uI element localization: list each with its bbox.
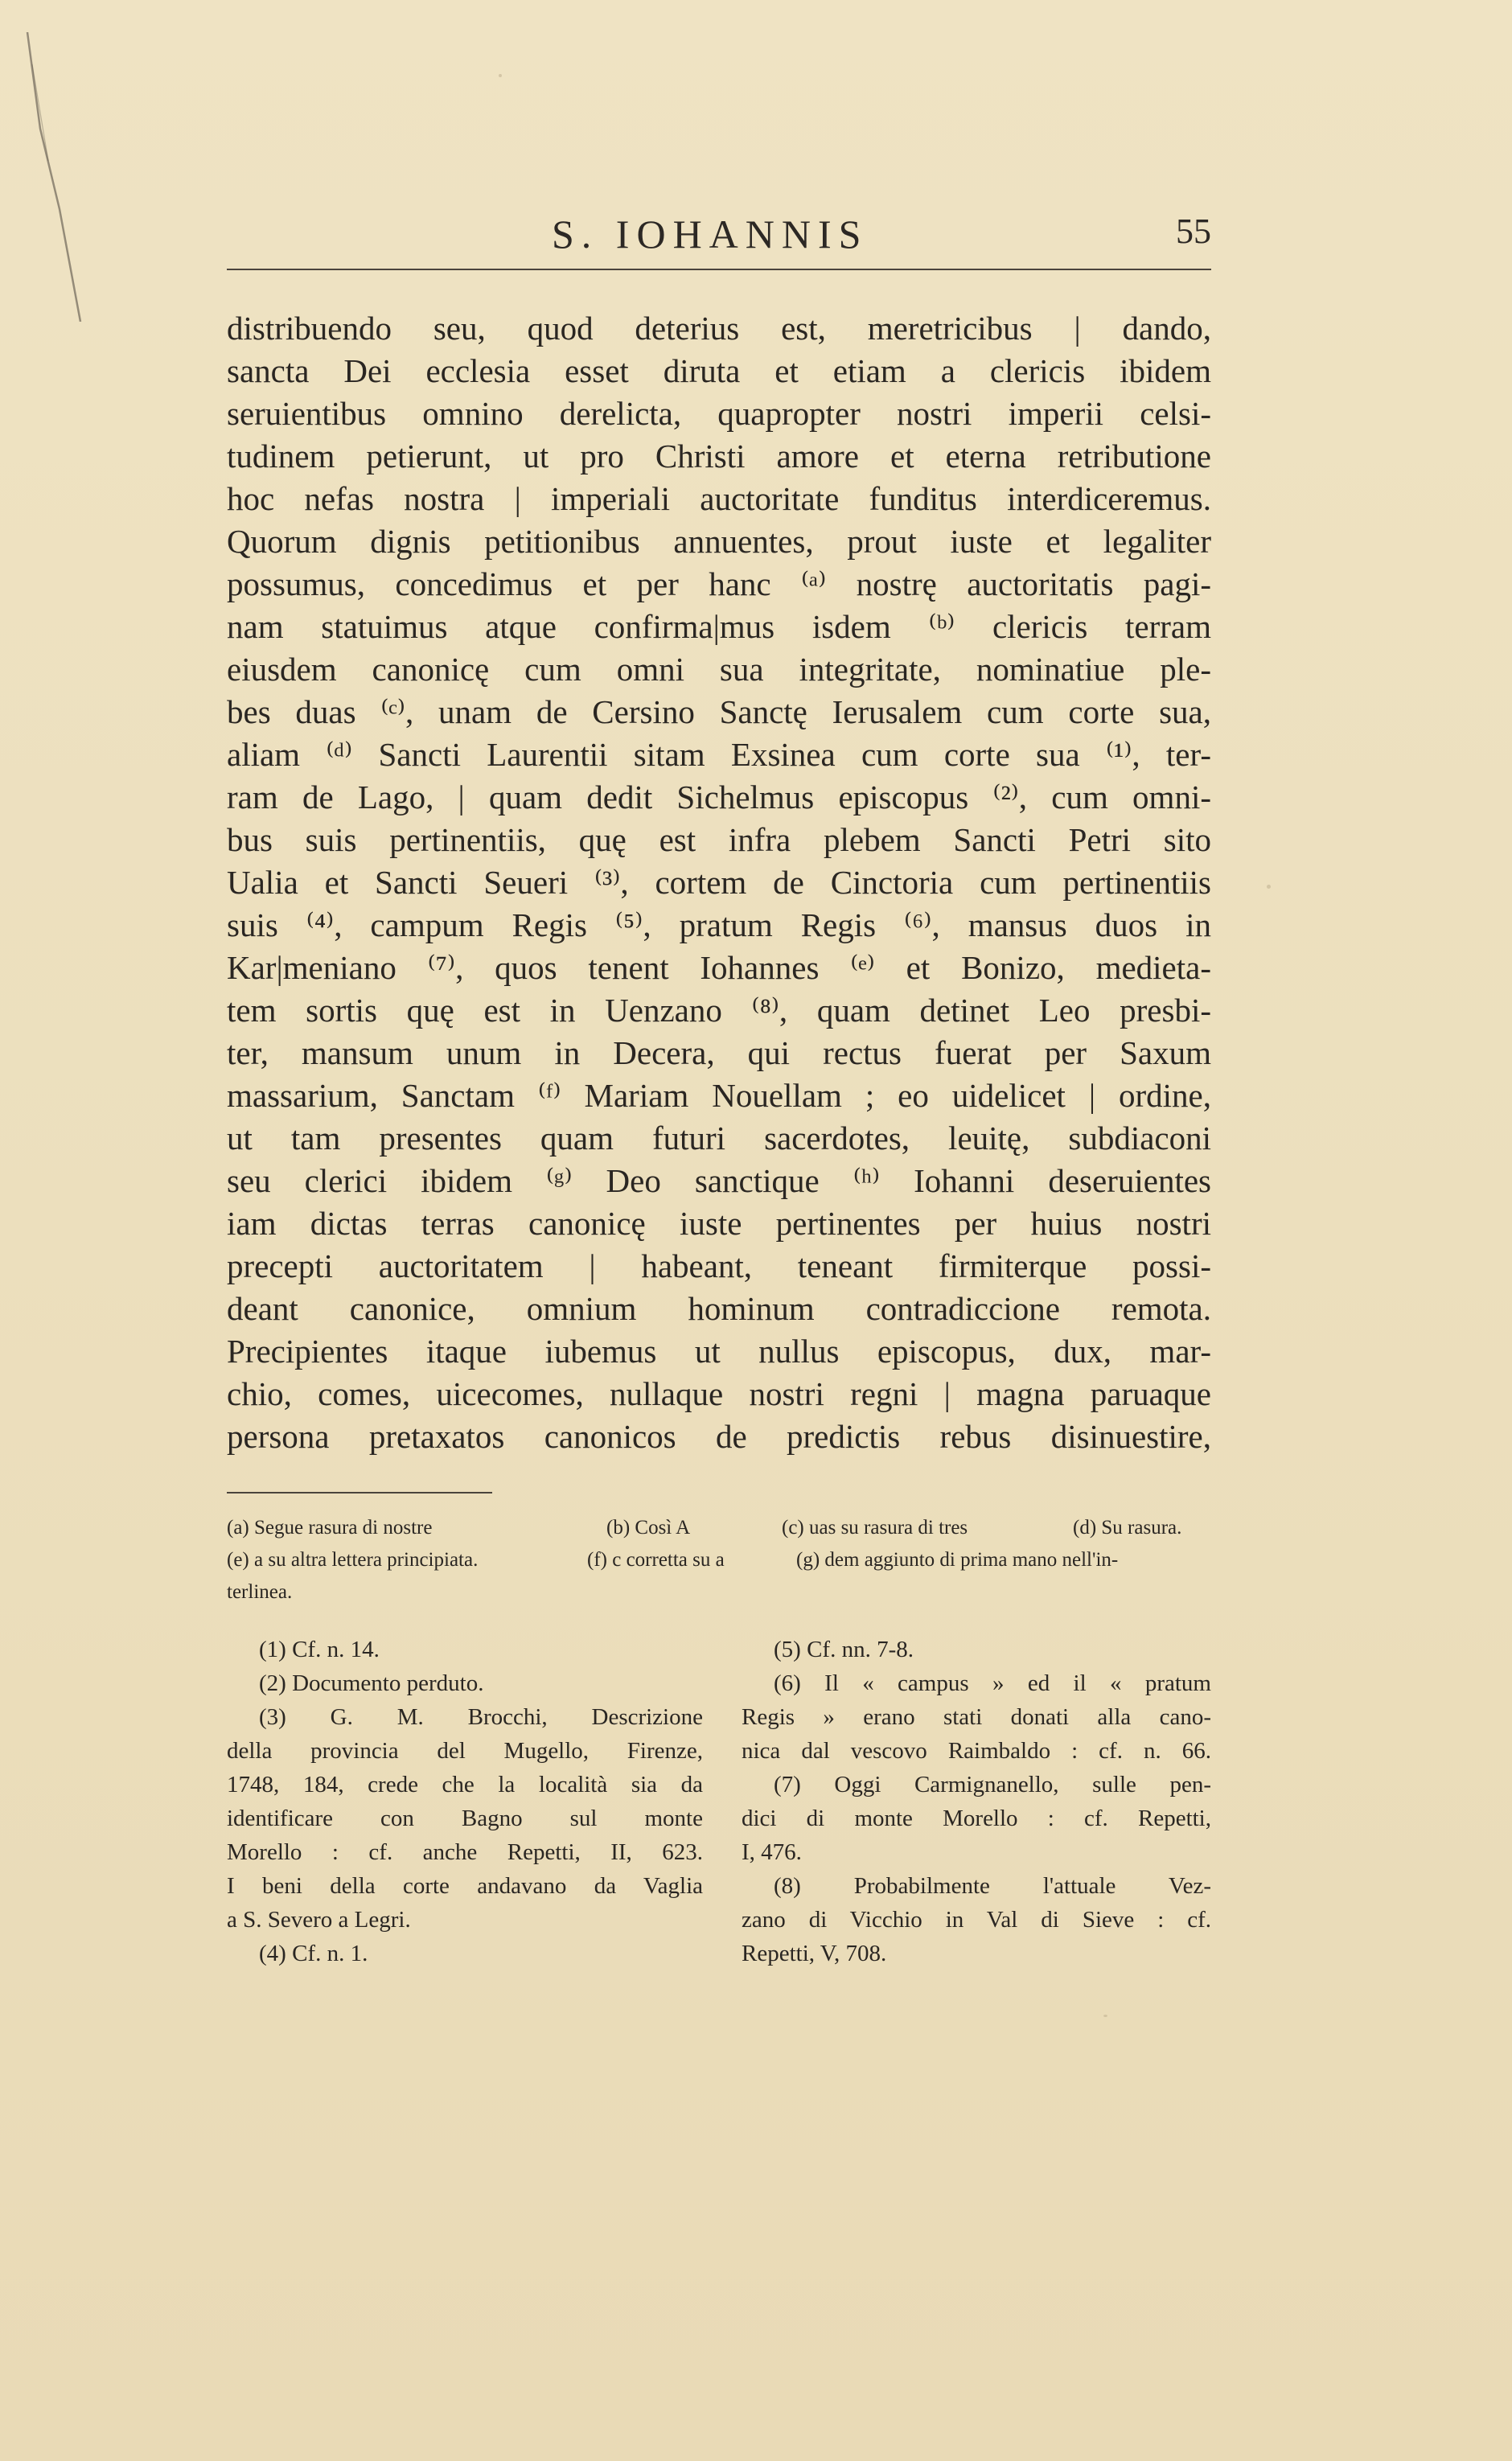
note-line: zano di Vicchio in Val di Sieve : cf. <box>742 1907 1211 1933</box>
text-line: Precipientes itaque iubemus ut nullus episcopus, dux, mar- <box>227 1333 1211 1370</box>
text-line: nam statuimus atque confirma|mus isdem ⁽ᵇ⁾ clericis terram <box>227 608 1211 645</box>
note-line: 1748, 184, crede che la località sia da <box>227 1772 703 1797</box>
note-line: (1) Cf. n. 14. <box>259 1637 380 1662</box>
text-line: eiusdem canonicę cum omni sua integritate, nominatiue ple- <box>227 651 1211 688</box>
apparatus-note-e: (e) a su altra lettera principiata. <box>227 1549 479 1571</box>
text-line: deant canonice, omnium hominum contradiccione remota. <box>227 1290 1211 1327</box>
note-line: (5) Cf. nn. 7-8. <box>774 1637 914 1662</box>
text-line: bes duas ⁽ᶜ⁾, unam de Cersino Sanctę Ierusalem cum corte sua, <box>227 693 1211 730</box>
text-line: distribuendo seu, quod deterius est, meretricibus | dando, <box>227 310 1211 347</box>
text-line: ram de Lago, | quam dedit Sichelmus episcopus ⁽²⁾, cum omni- <box>227 779 1211 816</box>
header-rule <box>227 269 1211 270</box>
text-line: suis ⁽⁴⁾, campum Regis ⁽⁵⁾, pratum Regis ⁽⁶⁾, mansus duos in <box>227 906 1211 943</box>
text-line: tem sortis quę est in Uenzano ⁽⁸⁾, quam detinet Leo presbi- <box>227 992 1211 1029</box>
text-line: sancta Dei ecclesia esset diruta et etiam a clericis ibidem <box>227 352 1211 389</box>
page-header <box>227 211 1211 267</box>
text-line: seu clerici ibidem ⁽ᵍ⁾ Deo sanctique ⁽ʰ⁾ Iohanni deseruientes <box>227 1162 1211 1199</box>
critical-apparatus <box>227 1512 1211 1608</box>
text-line: seruientibus omnino derelicta, quapropter nostri imperii celsi- <box>227 395 1211 432</box>
apparatus-row <box>227 1512 1211 1544</box>
apparatus-note-c: (c) uas su rasura di tres <box>782 1517 968 1539</box>
text-line: bus suis pertinentiis, quę est infra plebem Sancti Petri sito <box>227 821 1211 858</box>
text-line: hoc nefas nostra | imperiali auctoritate funditus interdiceremus. <box>227 480 1211 517</box>
apparatus-note-g-continued: terlinea. <box>227 1581 293 1603</box>
note-line: I beni della corte andavano da Vaglia <box>227 1873 703 1899</box>
text-line: ter, mansum unum in Decera, qui rectus fuerat per Saxum <box>227 1034 1211 1071</box>
note-line: (7) Oggi Carmignanello, sulle pen- <box>774 1772 1211 1797</box>
historical-notes-left <box>227 1633 703 1970</box>
text-line: aliam ⁽ᵈ⁾ Sancti Laurentii sitam Exsinea cum corte sua ⁽¹⁾, ter- <box>227 736 1211 773</box>
text-line: iam dictas terras canonicę iuste pertinentes per huius nostri <box>227 1205 1211 1242</box>
paper-speck <box>499 74 502 77</box>
paper-speck <box>1267 885 1271 889</box>
note-line: della provincia del Mugello, Firenze, <box>227 1738 703 1764</box>
apparatus-note-f: (f) c corretta su a <box>587 1549 725 1571</box>
note-line: I, 476. <box>742 1839 802 1865</box>
apparatus-note-a: (a) Segue rasura di nostre <box>227 1517 433 1539</box>
text-line: chio, comes, uicecomes, nullaque nostri regni | magna paruaque <box>227 1375 1211 1412</box>
note-line: (8) Probabilmente l'attuale Vez- <box>774 1873 1211 1899</box>
text-line: persona pretaxatos canonicos de predictis rebus disinuestire, <box>227 1418 1211 1455</box>
note-line: a S. Severo a Legri. <box>227 1907 411 1933</box>
note-line: Morello : cf. anche Repetti, II, 623. <box>227 1839 703 1865</box>
paper-speck <box>1103 2015 1107 2017</box>
note-line: identificare con Bagno sul monte <box>227 1806 703 1831</box>
note-line: (3) G. M. Brocchi, Descrizione <box>259 1704 703 1730</box>
apparatus-row <box>227 1576 1211 1608</box>
text-line: tudinem petierunt, ut pro Christi amore et eterna retributione <box>227 438 1211 475</box>
text-line: Ualia et Sancti Seueri ⁽³⁾, cortem de Cinctoria cum pertinentiis <box>227 864 1211 901</box>
text-line: precepti auctoritatem | habeant, teneant firmiterque possi- <box>227 1247 1211 1284</box>
running-title: S. IOHANNIS <box>552 212 869 257</box>
apparatus-note-d: (d) Su rasura. <box>1073 1517 1182 1539</box>
apparatus-note-g: (g) dem aggiunto di prima mano nell'in- <box>796 1549 1119 1571</box>
paper-crease-mark <box>24 32 88 322</box>
text-line: possumus, concedimus et per hanc ⁽ᵃ⁾ nostrę auctoritatis pagi- <box>227 565 1211 602</box>
note-line: nica dal vescovo Raimbaldo : cf. n. 66. <box>742 1738 1211 1764</box>
note-line: Regis » erano stati donati alla cano- <box>742 1704 1211 1730</box>
apparatus-note-b: (b) Così A <box>606 1517 691 1539</box>
historical-notes-right <box>742 1633 1211 1970</box>
note-line: dici di monte Morello : cf. Repetti, <box>742 1806 1211 1831</box>
charter-text <box>227 307 1211 1458</box>
note-line: (6) Il « campus » ed il « pratum <box>774 1670 1211 1696</box>
text-line: ut tam presentes quam futuri sacerdotes, leuitę, subdiaconi <box>227 1120 1211 1157</box>
note-line: Repetti, V, 708. <box>742 1941 887 1966</box>
text-line: Quorum dignis petitionibus annuentes, prout iuste et legaliter <box>227 523 1211 560</box>
text-line: Kar|meniano ⁽⁷⁾, quos tenent Iohannes ⁽ᵉ⁾ et Bonizo, medieta- <box>227 949 1211 986</box>
apparatus-rule <box>227 1492 492 1493</box>
text-line: massarium, Sanctam ⁽ᶠ⁾ Mariam Nouellam ; eo uidelicet | ordine, <box>227 1077 1211 1114</box>
note-line: (4) Cf. n. 1. <box>259 1941 368 1966</box>
apparatus-row <box>227 1544 1211 1576</box>
page-number: 55 <box>1176 212 1211 251</box>
note-line: (2) Documento perduto. <box>259 1670 484 1696</box>
